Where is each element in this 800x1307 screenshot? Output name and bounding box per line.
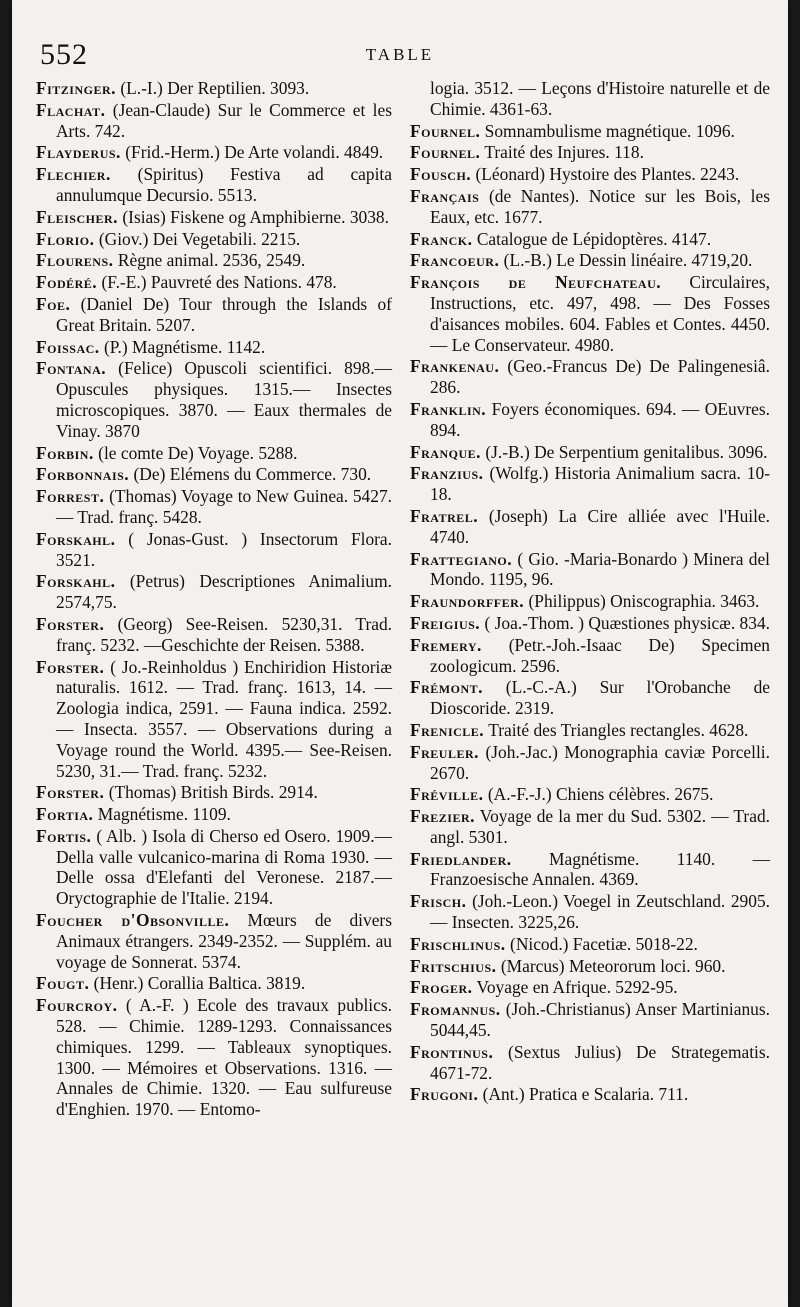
index-entry [36, 973, 392, 994]
entry-text: (Philippus) Oniscographia. 3463. [528, 591, 760, 612]
entry-text: (L.-C.-A.) Sur l'Orobanche de Dioscoride. 2319. [430, 677, 770, 719]
index-entry [410, 121, 770, 142]
index-entry [410, 1042, 770, 1084]
entry-text: Mœurs de divers Animaux étrangers. 2349-2352. — Supplém. au voyage de Sonnerat. 5374. [56, 910, 392, 972]
index-entry [410, 849, 770, 891]
entry-text: Traité des Injures. 118. [484, 142, 644, 163]
entry-text: (Isias) Fiskene og Amphibierne. 3038. [122, 206, 389, 227]
author-name: Franzius. [410, 463, 484, 484]
author-name: Français [410, 185, 480, 206]
index-entry [36, 250, 392, 271]
index-entry [410, 164, 770, 185]
author-name: Foucher d'Obsonville. [36, 910, 230, 931]
author-name: Fréville. [410, 784, 484, 805]
author-name: Flayderus. [36, 142, 121, 163]
entry-text: ( A.-F. ) Ecole des travaux publics. 528. — Chimie. 1289-1293. Connaissances chimiques. 1299. — Tableaux synoptiques. 1300. — Mémoires et Observations. 1316. — Annales de Chimie. 1320. — Eau sulfureuse d'Enghien. 1970. — Entomo- [56, 995, 392, 1120]
author-name: François de Neufchateau. [410, 272, 662, 293]
author-name: Foissac. [36, 336, 100, 357]
entry-text: Traité des Triangles rectangles. 4628. [488, 719, 749, 740]
author-name: Fritschius. [410, 955, 497, 976]
author-name: Fousch. [410, 164, 472, 185]
running-title: TABLE [365, 45, 435, 64]
author-name: Frisch. [410, 891, 467, 912]
index-entry [36, 443, 392, 464]
right-column [410, 78, 770, 1106]
author-name: Franck. [410, 228, 473, 249]
entry-text: (Petr.-Joh.-Isaac De) Specimen zoologicum. 2596. [430, 634, 770, 676]
author-name: Fortia. [36, 804, 94, 825]
index-entry [410, 956, 770, 977]
index-entry [410, 742, 770, 784]
index-entry [36, 464, 392, 485]
entry-text: (Nicod.) Facetiæ. 5018-22. [510, 933, 698, 954]
author-name: Fortis. [36, 825, 92, 846]
index-entry [36, 826, 392, 909]
author-name: Fitzinger. [36, 78, 116, 98]
author-name: Frémont. [410, 677, 483, 698]
left-column [36, 78, 392, 1121]
author-name: Frezier. [410, 806, 475, 827]
author-name: Fleischer. [36, 206, 118, 227]
index-entry [410, 356, 770, 398]
author-name: Freuler. [410, 741, 479, 762]
entry-text: (Frid.-Herm.) De Arte volandi. 4849. [125, 142, 384, 163]
index-entry [410, 506, 770, 548]
author-name: Forster. [36, 782, 105, 803]
author-name: Fournel. [410, 120, 481, 141]
entry-text: Catalogue de Lépidoptères. 4147. [476, 228, 712, 249]
index-entry [36, 142, 392, 163]
entry-text: (L.-B.) Le Dessin linéaire. 4719,20. [503, 250, 753, 271]
page-number: 552 [40, 38, 88, 71]
entry-text: ( Alb. ) Isola di Cherso ed Osero. 1909.— Della valle vulcanico-marina di Roma 1930. — Delle ossa d'Elefanti del Veronese. 2187.—Oryctographie de l'Italie. 2194. [56, 825, 392, 909]
entry-text: (Sextus Julius) De Strategematis. 4671-72. [430, 1041, 770, 1083]
author-name: Frankenau. [410, 356, 500, 377]
author-name: Fromannus. [410, 999, 501, 1020]
author-name: Freigius. [410, 612, 481, 633]
index-entry [410, 677, 770, 719]
index-entry [36, 571, 392, 613]
author-name: Flechier. [36, 164, 111, 185]
entry-text: ( Jo.-Reinholdus ) Enchiridion Historiæ naturalis. 1612. — Trad. franç. 1613, 14. — Zoologia indica, 2591. — Fauna indica. 2592. — Insecta. 3557. — Observations during a Voyage round the World. 4395.— See-Reisen. 5230, 31.— Trad. franç. 5232. [56, 656, 392, 781]
entry-text: (Wolfg.) Historia Animalium sacra. 10-18. [430, 463, 770, 505]
index-entry [410, 977, 770, 998]
entry-text: Voyage en Afrique. 5292-95. [476, 977, 678, 998]
entry-text: (Petrus) Descriptiones Animalium. 2574,75. [56, 571, 392, 613]
author-name: Fratrel. [410, 505, 479, 526]
entry-text: (Jean-Claude) Sur le Commerce et les Arts. 742. [56, 99, 392, 141]
entry-text: (Henr.) Corallia Baltica. 3819. [93, 973, 306, 994]
index-entry [410, 250, 770, 271]
index-entry [36, 529, 392, 571]
index-entry [410, 806, 770, 848]
index-entry [36, 910, 392, 972]
index-entry [410, 272, 770, 355]
author-name: Franque. [410, 441, 481, 462]
author-name: Florio. [36, 228, 95, 249]
entry-text: (Felice) Opuscoli scientifici. 898.— Opuscules physiques. 1315.— Insectes microscopiques. 3870. — Eaux thermales de Vinay. 3870 [56, 358, 392, 441]
index-entry [410, 549, 770, 591]
author-name: Franklin. [410, 398, 487, 419]
index-entry [36, 486, 392, 528]
author-name: Flourens. [36, 250, 114, 271]
entry-text: (Léonard) Hystoire des Plantes. 2243. [475, 164, 740, 185]
entry-text: Règne animal. 2536, 2549. [117, 250, 306, 271]
index-entry [36, 207, 392, 228]
author-name: Fournel. [410, 142, 481, 163]
entry-text: (Georg) See-Reisen. 5230,31. Trad. franç. 5232. —Geschichte der Reisen. 5388. [56, 613, 392, 655]
entry-text: (Spiritus) Festiva ad capita annulumque Decursio. 5513. [56, 164, 392, 205]
author-name: Froger. [410, 977, 473, 998]
author-name: Fougt. [36, 973, 90, 994]
author-name: Fraundorffer. [410, 591, 525, 612]
index-entry [410, 891, 770, 933]
author-name: Frattegiano. [410, 548, 513, 569]
entry-text: Foyers économiques. 694. — OEuvres. 894. [430, 398, 770, 440]
entry-text: (Ant.) Pratica e Scalaria. 711. [482, 1084, 689, 1105]
author-name: Forbonnais. [36, 464, 130, 485]
index-entry [36, 358, 392, 441]
author-name: Frischlinus. [410, 933, 506, 954]
index-entry [410, 186, 770, 228]
index-entry [36, 804, 392, 825]
index-entry [36, 164, 392, 206]
entry-text: ( Jonas-Gust. ) Insectorum Flora. 3521. [56, 528, 392, 570]
index-entry [410, 591, 770, 612]
index-entry [410, 934, 770, 955]
index-entry [410, 999, 770, 1041]
entry-text: (J.-B.) De Serpentium genitalibus. 3096. [485, 441, 768, 462]
author-name: Fodéré. [36, 272, 98, 293]
entry-text: Magnétisme. 1109. [97, 804, 231, 825]
author-name: Fontana. [36, 358, 107, 379]
entry-text: (P.) Magnétisme. 1142. [104, 336, 266, 357]
index-entry [36, 272, 392, 293]
entry-text: (de Nantes). Notice sur les Bois, les Eaux, etc. 1677. [430, 185, 770, 227]
index-entry [410, 720, 770, 741]
index-entry [410, 399, 770, 441]
author-name: Fourcroy. [36, 995, 118, 1016]
entry-text: ( Gio. -Maria-Bonardo ) Minera del Mondo. 1195, 96. [430, 548, 770, 590]
entry-text: ( Joa.-Thom. ) Quæstiones physicæ. 834. [484, 612, 770, 633]
entry-text: (De) Elémens du Commerce. 730. [133, 464, 372, 485]
entry-text: Voyage de la mer du Sud. 5302. — Trad. angl. 5301. [430, 806, 770, 847]
index-entry [36, 229, 392, 250]
entry-text: (F.-E.) Pauvreté des Nations. 478. [101, 272, 337, 293]
index-entry [410, 784, 770, 805]
entry-text: (Joh.-Jac.) Monographia caviæ Porcelli. 2670. [430, 741, 770, 783]
author-name: Foe. [36, 293, 71, 314]
index-entry [36, 614, 392, 656]
index-entry [410, 142, 770, 163]
author-name: Forbin. [36, 442, 94, 463]
entry-text: (Giov.) Dei Vegetabili. 2215. [98, 228, 301, 249]
book-page [12, 0, 788, 1307]
author-name: Forskahl. [36, 571, 116, 592]
continuation-text: logia. 3512. — Leçons d'Histoire naturelle et de Chimie. 4361-63. [430, 78, 770, 119]
author-name: Fremery. [410, 634, 482, 655]
entry-text: (Thomas) British Birds. 2914. [108, 782, 318, 803]
index-entry [36, 995, 392, 1120]
index-entry [410, 463, 770, 505]
index-entry [410, 1084, 770, 1105]
index-entry [36, 337, 392, 358]
entry-text: (Daniel De) Tour through the Islands of Great Britain. 5207. [56, 293, 392, 335]
entry-text: (L.-I.) Der Reptilien. 3093. [120, 78, 310, 98]
entry-text: Magnétisme. 1140. — Franzoesische Annalen. 4369. [430, 848, 770, 890]
index-entry [410, 613, 770, 634]
author-name: Forster. [36, 613, 105, 634]
entry-text: Somnambulisme magnétique. 1096. [484, 120, 735, 141]
entry-text: (le comte De) Voyage. 5288. [98, 442, 298, 463]
index-entry [36, 782, 392, 803]
index-entry [36, 657, 392, 782]
index-entry [36, 78, 392, 99]
author-name: Forskahl. [36, 528, 116, 549]
author-name: Forrest. [36, 486, 105, 507]
author-name: Friedlander. [410, 848, 512, 869]
index-entry [36, 294, 392, 336]
entry-text: Circulaires, Instructions, etc. 497, 498. — Des Fosses d'aisances mobiles. 604. Fables et Contes. 4450. — Le Conservateur. 4980. [430, 272, 770, 355]
author-name: Frugoni. [410, 1084, 479, 1105]
author-name: Francoeur. [410, 250, 500, 271]
entry-text: (Joh.-Leon.) Voegel in Zeutschland. 2905. — Insecten. 3225,26. [430, 891, 770, 933]
index-entry [410, 229, 770, 250]
entry-text: (Marcus) Meteororum loci. 960. [500, 955, 726, 976]
entry-text: (Joseph) La Cire alliée avec l'Huile. 4740. [430, 505, 770, 547]
author-name: Frenicle. [410, 719, 485, 740]
author-name: Flachat. [36, 99, 106, 120]
entry-text: (Joh.-Christianus) Anser Martinianus. 5044,45. [430, 999, 770, 1041]
author-name: Frontinus. [410, 1041, 494, 1062]
entry-text: (A.-F.-J.) Chiens célèbres. 2675. [487, 784, 714, 805]
index-entry [36, 100, 392, 142]
index-entry [410, 635, 770, 677]
author-name: Forster. [36, 656, 105, 677]
entry-text: (Thomas) Voyage to New Guinea. 5427. — Trad. franç. 5428. [56, 486, 392, 527]
entry-text: (Geo.-Francus De) De Palingenesiâ. 286. [430, 356, 770, 398]
index-entry [410, 442, 770, 463]
